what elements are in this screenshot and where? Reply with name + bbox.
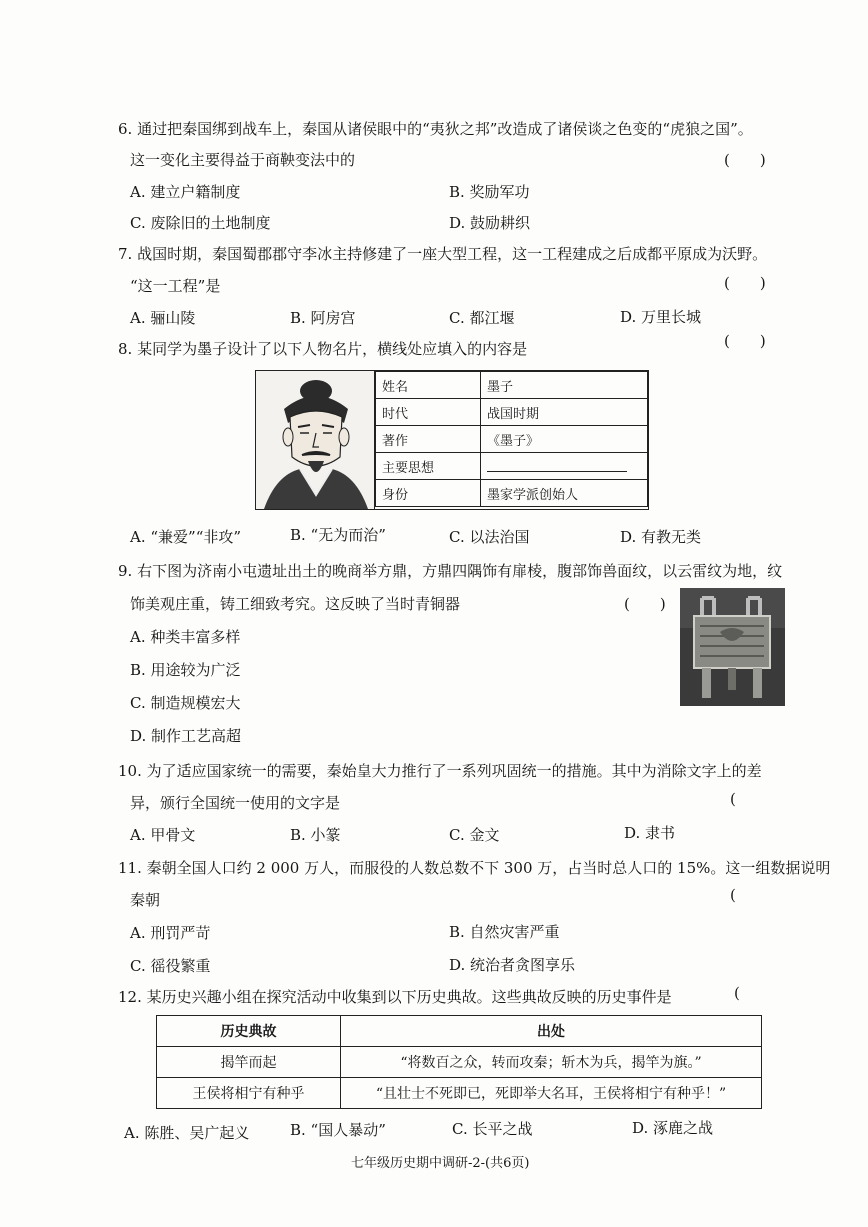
card-row <box>376 399 648 426</box>
card-key: 姓名 <box>376 372 481 399</box>
table-row <box>157 1047 762 1078</box>
card-row <box>376 426 648 453</box>
q9-answer-paren: ( ) <box>624 595 666 613</box>
q7-option-d: D. 万里长城 <box>620 308 702 326</box>
mozi-portrait-image <box>256 371 375 509</box>
q10-option-d: D. 隶书 <box>624 824 676 842</box>
allusion-source-table <box>156 1015 762 1109</box>
mozi-info-table <box>375 371 648 507</box>
source-cell: “将数百之众，转而攻秦；斩木为兵，揭竿为旗。” <box>341 1047 762 1078</box>
q6-option-d: D. 鼓励耕织 <box>449 214 531 232</box>
q6-answer-paren: ( ) <box>724 151 766 169</box>
q6-stem-line1: 6. 通过把秦国绑到战车上，秦国从诸侯眼中的“夷狄之邦”改造成了诸侯谈之色变的“虎狼之国”。 <box>118 120 753 138</box>
card-value: 墨子 <box>481 372 648 399</box>
card-key: 著作 <box>376 426 481 453</box>
table-row <box>157 1078 762 1109</box>
fill-in-blank-line <box>487 457 627 472</box>
q12-option-a: A. 陈胜、吴广起义 <box>124 1124 250 1142</box>
q8-option-c: C. 以法治国 <box>449 528 530 546</box>
q9-stem-line1: 9. 右下图为济南小屯遗址出土的晚商举方鼎，方鼎四隅饰有扉棱，腹部饰兽面纹，以云雷纹为地，纹 <box>118 562 783 580</box>
q12-option-d: D. 涿鹿之战 <box>632 1119 714 1137</box>
bronze-ding-photo <box>680 588 785 706</box>
q10-answer-paren: ( <box>730 790 736 808</box>
card-row <box>376 453 648 480</box>
q10-stem-line1: 10. 为了适应国家统一的需要，秦始皇大力推行了一系列巩固统一的措施。其中为消除文字上的差 <box>118 762 762 780</box>
q11-option-d: D. 统治者贪图享乐 <box>449 956 576 974</box>
q8-option-b: B. “无为而治” <box>290 526 386 544</box>
q11-option-c: C. 徭役繁重 <box>130 957 211 975</box>
q11-stem-line1: 11. 秦朝全国人口约 2 000 万人，而服役的人数总数不下 300 万，占当时总人口的 15%。这一组数据说明 <box>118 859 831 877</box>
q8-option-a: A. “兼爱”“非攻” <box>130 528 242 546</box>
q12-option-c: C. 长平之战 <box>452 1120 533 1138</box>
q8-stem: 8. 某同学为墨子设计了以下人物名片，横线处应填入的内容是 <box>118 340 528 358</box>
card-value: 战国时期 <box>481 399 648 426</box>
allusion-cell: 揭竿而起 <box>157 1047 341 1078</box>
q6-option-b: B. 奖励军功 <box>449 183 530 201</box>
q10-option-a: A. 甲骨文 <box>130 826 196 844</box>
card-row <box>376 480 648 507</box>
q10-option-b: B. 小篆 <box>290 826 341 844</box>
q7-stem-line2: “这一工程”是 <box>130 277 221 295</box>
q12-answer-paren: ( <box>734 984 740 1002</box>
q11-option-a: A. 刑罚严苛 <box>130 924 211 942</box>
q12-stem: 12. 某历史兴趣小组在探究活动中收集到以下历史典故。这些典故反映的历史事件是 <box>118 988 672 1006</box>
q12-option-b: B. “国人暴动” <box>290 1121 386 1139</box>
q10-option-c: C. 金文 <box>449 826 500 844</box>
q11-stem-line2: 秦朝 <box>130 891 161 909</box>
q7-answer-paren: ( ) <box>724 274 766 292</box>
q9-option-a: A. 种类丰富多样 <box>130 628 241 646</box>
card-key: 主要思想 <box>376 453 481 480</box>
card-blank-cell <box>481 453 648 480</box>
allusion-cell: 王侯将相宁有种乎 <box>157 1078 341 1109</box>
page-footer: 七年级历史期中调研-2-(共6页) <box>351 1156 530 1171</box>
table-header-row <box>157 1016 762 1047</box>
column-header: 出处 <box>341 1016 762 1047</box>
column-header: 历史典故 <box>157 1016 341 1047</box>
card-key: 身份 <box>376 480 481 507</box>
card-key: 时代 <box>376 399 481 426</box>
card-row <box>376 372 648 399</box>
q11-option-b: B. 自然灾害严重 <box>449 923 560 941</box>
q6-option-a: A. 建立户籍制度 <box>130 183 241 201</box>
q11-answer-paren: ( <box>730 886 736 904</box>
q9-stem-line2: 饰美观庄重，铸工细致考究。这反映了当时青铜器 <box>130 595 461 613</box>
q6-stem-line2: 这一变化主要得益于商鞅变法中的 <box>130 151 356 169</box>
card-value: 《墨子》 <box>481 426 648 453</box>
mozi-name-card <box>255 370 649 510</box>
q9-option-d: D. 制作工艺高超 <box>130 727 242 745</box>
card-value: 墨家学派创始人 <box>481 480 648 507</box>
source-cell: “且壮士不死即已，死即举大名耳，王侯将相宁有种乎！” <box>341 1078 762 1109</box>
q7-option-b: B. 阿房宫 <box>290 309 356 327</box>
q7-option-c: C. 都江堰 <box>449 309 515 327</box>
q9-option-b: B. 用途较为广泛 <box>130 661 241 679</box>
q7-option-a: A. 骊山陵 <box>130 309 196 327</box>
q8-answer-paren: ( ) <box>724 332 766 350</box>
q9-option-c: C. 制造规模宏大 <box>130 694 241 712</box>
q10-stem-line2: 异，颁行全国统一使用的文字是 <box>130 794 341 812</box>
q6-option-c: C. 废除旧的土地制度 <box>130 214 271 232</box>
q7-stem-line1: 7. 战国时期，秦国蜀郡郡守李冰主持修建了一座大型工程，这一工程建成之后成都平原成为沃野。 <box>118 245 768 263</box>
q8-option-d: D. 有教无类 <box>620 528 702 546</box>
